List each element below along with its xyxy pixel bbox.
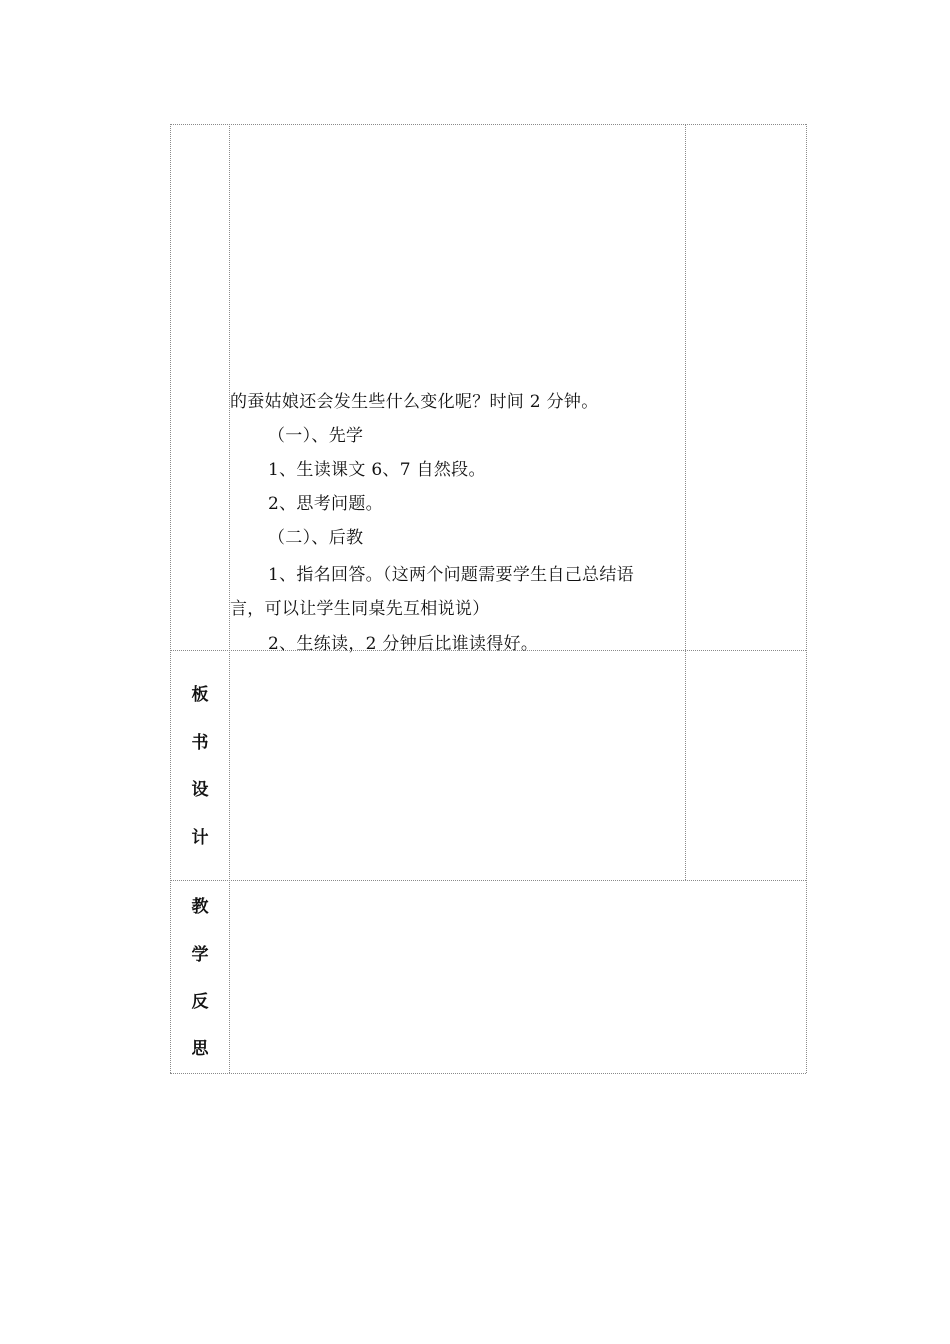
column-divider-notes [685,124,686,880]
content-line-4: 2、思考问题。 [268,494,383,514]
content-line-6: 1、指名回答。（这两个问题需要学生自己总结语 [268,565,634,585]
content-line-2: （一）、先学 [268,426,364,446]
reflection-label-char-4: 思 [191,1039,209,1059]
board-design-label-char-2: 书 [191,733,209,753]
reflection-label-char-3: 反 [191,992,209,1012]
reflection-label-char-2: 学 [191,945,209,965]
reflection-label-char-1: 教 [191,897,209,917]
content-line-7: 言，可以让学生同桌先互相说说） [230,599,490,619]
table-left-border [170,124,171,1073]
table-bottom-border [170,1073,806,1074]
content-line-3: 1、生读课文 6、7 自然段。 [268,460,486,480]
content-line-1: 的蚕姑娘还会发生些什么变化呢？时间 2 分钟。 [230,392,599,412]
content-line-8: 2、生练读，2 分钟后比谁读得好。 [268,634,539,654]
table-top-border [170,124,806,125]
board-design-label-char-4: 计 [191,828,209,848]
content-line-5: （二）、后教 [268,528,364,548]
board-design-label-char-1: 板 [191,685,209,705]
board-design-label-char-3: 设 [191,780,209,800]
table-right-border [806,124,807,1073]
row-divider-2 [170,880,806,881]
